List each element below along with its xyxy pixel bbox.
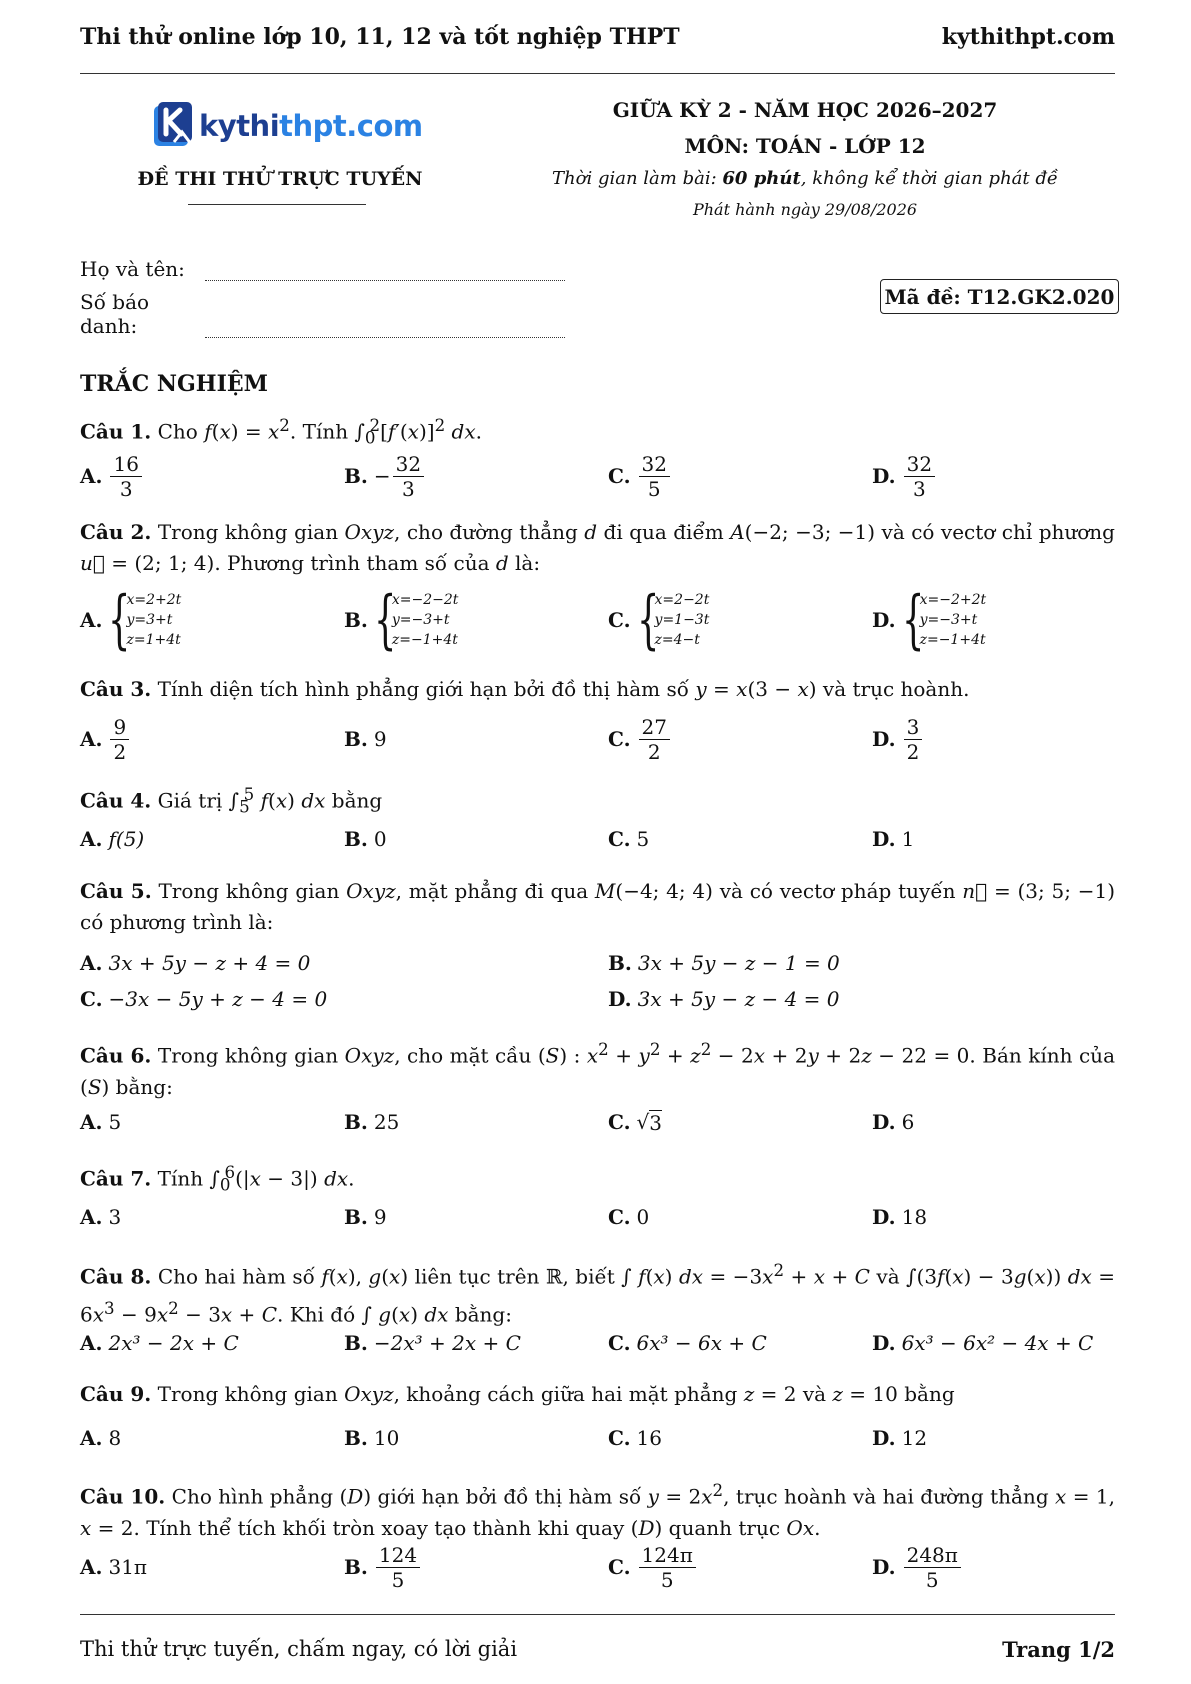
answer-5a[interactable]: A. 3x + 5y − z + 4 = 0 xyxy=(80,951,311,975)
answer-1b[interactable]: B. − $\frac{32}{3}$ xyxy=(344,448,426,504)
answer-6d[interactable]: D. 6 xyxy=(872,1110,915,1134)
question-1-options xyxy=(80,448,1115,504)
answer-8a[interactable]: A. 2x³ − 2x + C xyxy=(80,1331,239,1355)
question-10: Câu 10. Cho hình phẳng (D) giới hạn bởi đồ thị hàm số $y = 2x^2$, trục hoành và hai đường thẳng x = 1, x = 2. Tính thể tích khối tròn xoay tạo thành khi quay (D) quanh trục Ox. xyxy=(80,1481,1115,1540)
exam-code-badge: Mã đề: T12.GK2.020 xyxy=(880,279,1119,314)
answer-2a[interactable]: A. { x=2+2t y=3+t z=1+4t xyxy=(80,583,182,657)
student-id-field[interactable] xyxy=(205,320,565,338)
page-number: Trang 1/2 xyxy=(1002,1637,1115,1662)
question-9-options xyxy=(80,1421,1115,1455)
answer-6c[interactable]: C. √ 3 xyxy=(608,1110,663,1135)
question-5-options-row2 xyxy=(80,982,1115,1016)
logo-k-mark-icon xyxy=(152,102,196,150)
question-6: Câu 6. Trong không gian Oxyz, cho mặt cầu (S) : $x^2 + y^2 + z^2 - 2x + 2y + 2z - 22 = 0$. Bán kính của (S) bằng: xyxy=(80,1040,1115,1099)
answer-8b[interactable]: B. −2x³ + 2x + C xyxy=(344,1331,521,1355)
answer-5d[interactable]: D. 3x + 5y − z − 4 = 0 xyxy=(608,987,840,1011)
header-left-text: Thi thử online lớp 10, 11, 12 và tốt nghiệp THPT xyxy=(80,24,680,50)
exam-heading xyxy=(545,98,1065,220)
exam-title: GIỮA KỲ 2 - NĂM HỌC 2026–2027 xyxy=(612,98,998,122)
footer-tagline: Thi thử trực tuyến, chấm ngay, có lời giải xyxy=(80,1637,518,1661)
answer-10a[interactable]: A. 31π xyxy=(80,1555,148,1579)
answer-10c[interactable]: C. $\frac{124\pi}{5}$ xyxy=(608,1539,698,1595)
question-6-options xyxy=(80,1105,1115,1139)
student-name-row xyxy=(80,257,565,281)
student-id-row xyxy=(80,290,565,338)
question-7-options xyxy=(80,1200,1115,1234)
question-3-options xyxy=(80,711,1115,767)
question-9: Câu 9. Trong không gian Oxyz, khoảng cách giữa hai mặt phẳng z = 2 và z = 10 bằng xyxy=(80,1382,955,1406)
answer-7c[interactable]: C. 0 xyxy=(608,1205,650,1229)
answer-9c[interactable]: C. 16 xyxy=(608,1426,662,1450)
answer-2b[interactable]: B. { x=−2−2t y=−3+t z=−1+4t xyxy=(344,583,459,657)
logo-text: kythithpt.com xyxy=(199,109,423,143)
footer-divider xyxy=(80,1614,1115,1615)
left-subtitle: ĐỀ THI THỬ TRỰC TUYẾN xyxy=(137,168,423,190)
question-10-options xyxy=(80,1539,1115,1595)
answer-1a[interactable]: A. $\frac{16}{3}$ xyxy=(80,448,144,504)
left-subtitle-underline xyxy=(188,204,366,205)
site-logo[interactable] xyxy=(152,102,423,150)
answer-7d[interactable]: D. 18 xyxy=(872,1205,928,1229)
question-4: Câu 4. Giá trị $\int_5^5$ f(x) dx bằng xyxy=(80,785,383,817)
answer-4b[interactable]: B. 0 xyxy=(344,827,387,851)
question-2-options xyxy=(80,583,1115,657)
answer-6a[interactable]: A. 5 xyxy=(80,1110,122,1134)
question-1: Câu 1. Cho $f(x) = x^2$. Tính $\int_0^2[f'(x)]^2$ dx. xyxy=(80,416,482,448)
answer-10b[interactable]: B. $\frac{124}{5}$ xyxy=(344,1539,422,1595)
question-8-options xyxy=(80,1326,1115,1360)
exam-subject: MÔN: TOÁN - LỚP 12 xyxy=(684,134,926,158)
answer-2d[interactable]: D. { x=−2+2t y=−3+t z=−1+4t xyxy=(872,583,987,657)
question-8: Câu 8. Cho hai hàm số f(x), g(x) liên tục trên ℝ, biết ∫ f(x) dx = $-3x^2 + x + C$ và ∫(3f(x) − 3g(x)) dx = $6x^3 - 9x^2 - 3x + C$. Khi đó ∫ g(x) dx bằng: xyxy=(80,1261,1116,1327)
question-5-options-row1 xyxy=(80,946,1115,980)
answer-1c[interactable]: C. $\frac{32}{5}$ xyxy=(608,448,672,504)
answer-4d[interactable]: D. 1 xyxy=(872,827,915,851)
answer-9b[interactable]: B. 10 xyxy=(344,1426,400,1450)
question-2: Câu 2. Trong không gian Oxyz, cho đường thẳng d đi qua điểm A(−2; −3; −1) và có vectơ chỉ phương u⃗ = (2; 1; 4). Phương trình tham số của d là: xyxy=(80,520,1115,575)
answer-7a[interactable]: A. 3 xyxy=(80,1205,122,1229)
question-5: Câu 5. Trong không gian Oxyz, mặt phẳng đi qua M(−4; 4; 4) và có vectơ pháp tuyến n⃗ = (3; 5; −1) có phương trình là: xyxy=(80,879,1116,934)
question-4-options xyxy=(80,822,1115,856)
page-footer xyxy=(80,1637,1115,1662)
answer-9d[interactable]: D. 12 xyxy=(872,1426,928,1450)
header-divider xyxy=(80,73,1115,74)
section-title: TRẮC NGHIỆM xyxy=(80,371,268,397)
answer-5c[interactable]: C. −3x − 5y + z − 4 = 0 xyxy=(80,987,328,1011)
answer-4a[interactable]: A. f(5) xyxy=(80,827,145,851)
answer-6b[interactable]: B. 25 xyxy=(344,1110,400,1134)
answer-9a[interactable]: A. 8 xyxy=(80,1426,122,1450)
exam-time: Thời gian làm bài: 60 phút, không kể thời gian phát đề xyxy=(552,168,1058,189)
answer-8d[interactable]: D. 6x³ − 6x² − 4x + C xyxy=(872,1331,1094,1355)
exam-release-date: Phát hành ngày 29/08/2026 xyxy=(692,200,918,219)
student-name-field[interactable] xyxy=(205,263,565,281)
answer-3d[interactable]: D. $\frac{3}{2}$ xyxy=(872,711,924,767)
answer-3c[interactable]: C. $\frac{27}{2}$ xyxy=(608,711,672,767)
answer-2c[interactable]: C. { x=2−2t y=1−3t z=4−t xyxy=(608,583,710,657)
student-name-label: Họ và tên: xyxy=(80,257,185,281)
answer-4c[interactable]: C. 5 xyxy=(608,827,650,851)
answer-3a[interactable]: A. $\frac{9}{2}$ xyxy=(80,711,131,767)
question-3: Câu 3. Tính diện tích hình phẳng giới hạn bởi đồ thị hàm số y = x(3 − x) và trục hoành. xyxy=(80,677,970,701)
question-7: Câu 7. Tính $\int_0^6(|x - 3|)$ dx. xyxy=(80,1163,355,1195)
student-id-label: Số báo danh: xyxy=(80,290,150,338)
answer-10d[interactable]: D. $\frac{248\pi}{5}$ xyxy=(872,1539,963,1595)
answer-8c[interactable]: C. 6x³ − 6x + C xyxy=(608,1331,767,1355)
answer-7b[interactable]: B. 9 xyxy=(344,1205,387,1229)
header-site-link[interactable]: kythithpt.com xyxy=(941,24,1115,50)
answer-5b[interactable]: B. 3x + 5y − z − 1 = 0 xyxy=(608,951,840,975)
answer-1d[interactable]: D. $\frac{32}{3}$ xyxy=(872,448,937,504)
answer-3b[interactable]: B. 9 xyxy=(344,727,387,751)
page-header xyxy=(80,22,1115,52)
